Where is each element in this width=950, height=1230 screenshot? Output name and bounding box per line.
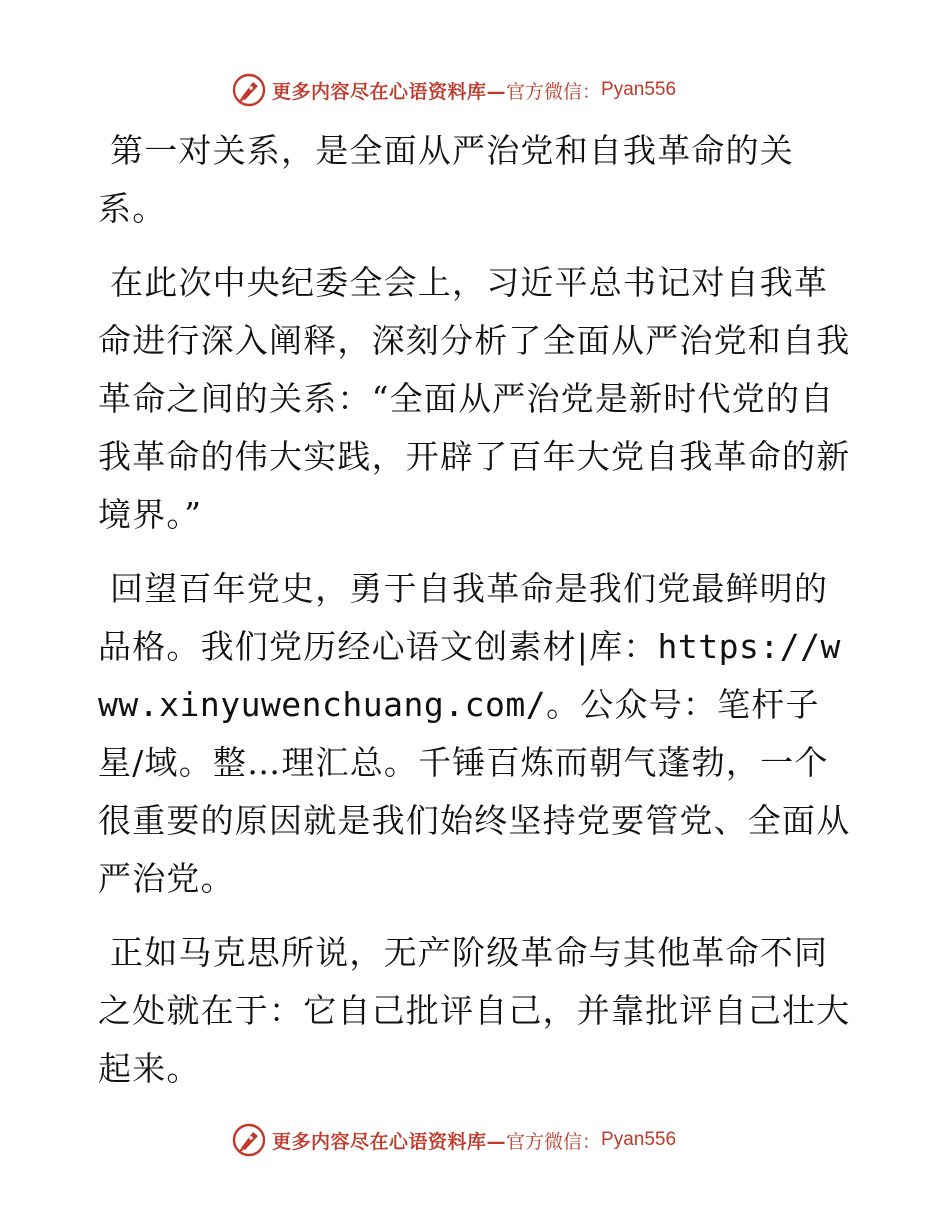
header-banner [0, 70, 950, 110]
footer-wechat-id: Pyan556 [601, 1129, 677, 1150]
header-wechat-label: 官方微信： [506, 80, 602, 103]
header-wechat-id: Pyan556 [601, 79, 677, 100]
paragraph-1: 第一对关系，是全面从严治党和自我革命的关系。 [98, 131, 794, 228]
header-brand-text: 更多内容尽在心语资料库— [272, 80, 507, 103]
paragraph-3-url: https://www.xinyuwenchuang.com/ [98, 627, 841, 724]
paragraph-3-text-after-url: 。公众号：笔杆子星/域。整…理汇总。千锤百炼而朝气蓬勃，一个很重要的原因就是我们始终坚持党要管党、全面从严治党。 [98, 685, 851, 898]
pen-nib-logo-icon [232, 73, 266, 107]
footer-wechat-label: 官方微信： [506, 1130, 602, 1153]
paragraph-3 [98, 560, 853, 908]
paragraph-2: 在此次中央纪委全会上，习近平总书记对自我革命进行深入阐释，深刻分析了全面从严治党和自我革命之间的关系：“全面从严治党是新时代党的自我革命的伟大实践，开辟了百年大党自我革命的新境界。” [98, 263, 851, 534]
paragraph-3-text-before-url: 回望百年党史，勇于自我革命是我们党最鲜明的品格。我们党历经心语文创素材|库： [98, 569, 829, 666]
paragraph-4: 正如马克思所说，无产阶级革命与其他革命不同之处就在于：它自己批评自己，并靠批评自己壮大起来。 [98, 933, 851, 1088]
footer-banner [0, 1120, 950, 1160]
pen-nib-logo-icon [232, 1123, 266, 1157]
footer-brand-text: 更多内容尽在心语资料库— [272, 1130, 507, 1153]
document-body [98, 122, 853, 1114]
